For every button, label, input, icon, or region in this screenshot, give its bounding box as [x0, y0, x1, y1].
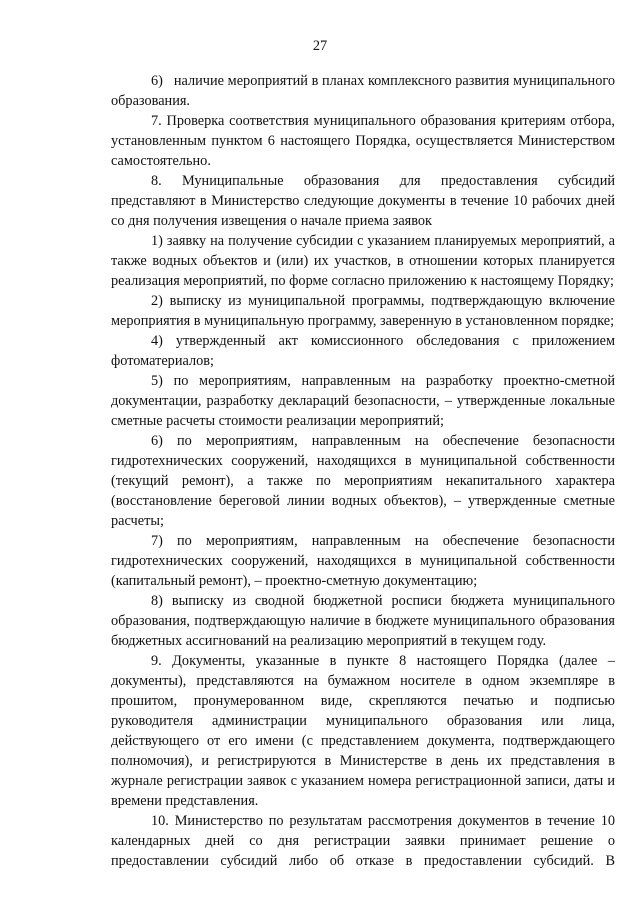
paragraph-item-5: 5) по мероприятиям, направленным на разработку проектно-сметной документации, разработку деклараций безопасности, – утвержденные локальные сметные расчеты стоимости реализации мероприятий;	[111, 373, 615, 429]
paragraph-clause-8: 8. Муниципальные образования для предоставления субсидий представляют в Министерство следующие документы в течение 10 рабочих дней со дня получения извещения о начале приема заявок	[111, 173, 615, 229]
paragraph-clause-10: 10. Министерство по результатам рассмотрения документов в течение 10 календарных дней со дня регистрации заявки принимает решение о предоставлении субсидий либо об отказе в предоставлении субсидий. В	[111, 813, 615, 869]
paragraph-item-1: 1) заявку на получение субсидии с указанием планируемых мероприятий, а также водных объектов и (или) их участков, в отношении которых планируется реализация мероприятий, по форме согласно приложению к настоящему Порядку;	[111, 233, 615, 289]
paragraph-item-6: 6) наличие мероприятий в планах комплексного развития муниципального образования.	[111, 73, 615, 109]
paragraph-clause-9: 9. Документы, указанные в пункте 8 настоящего Порядка (далее – документы), представляются на бумажном носителе в одном экземпляре в прошитом, пронумерованном виде, скрепляются печатью и подписью руководителя администрации муниципального образования или лица, действующего от его имени (с представлением документа, подтверждающего полномочия), и регистрируются в Министерстве в день их представления в журнале регистрации заявок с указанием номера регистрационной записи, даты и времени представления.	[111, 653, 615, 809]
paragraph-item-8: 8) выписку из сводной бюджетной росписи бюджета муниципального образования, подтверждающую наличие в бюджете муниципального образования бюджетных ассигнований на реализацию мероприятий в текущем году.	[111, 593, 615, 649]
page-number: 27	[312, 38, 328, 54]
paragraph-item-6b: 6) по мероприятиям, направленным на обеспечение безопасности гидротехнических сооружений, находящихся в муниципальной собственности (текущий ремонт), а также по мероприятиям некапитального характера (восстановление береговой линии водных объектов), – утвержденные сметные расчеты;	[111, 433, 615, 529]
paragraph-item-7: 7) по мероприятиям, направленным на обеспечение безопасности гидротехнических сооружений, находящихся в муниципальной собственности (капитальный ремонт), – проектно-сметную документацию;	[111, 533, 615, 589]
document-body	[111, 71, 615, 871]
paragraph-clause-7: 7. Проверка соответствия муниципального образования критериям отбора, установленным пунктом 6 настоящего Порядка, осуществляется Министерством самостоятельно.	[111, 113, 615, 169]
paragraph-item-2: 2) выписку из муниципальной программы, подтверждающую включение мероприятия в муниципальную программу, заверенную в установленном порядке;	[111, 293, 615, 329]
paragraph-item-4: 4) утвержденный акт комиссионного обследования с приложением фотоматериалов;	[111, 333, 615, 369]
